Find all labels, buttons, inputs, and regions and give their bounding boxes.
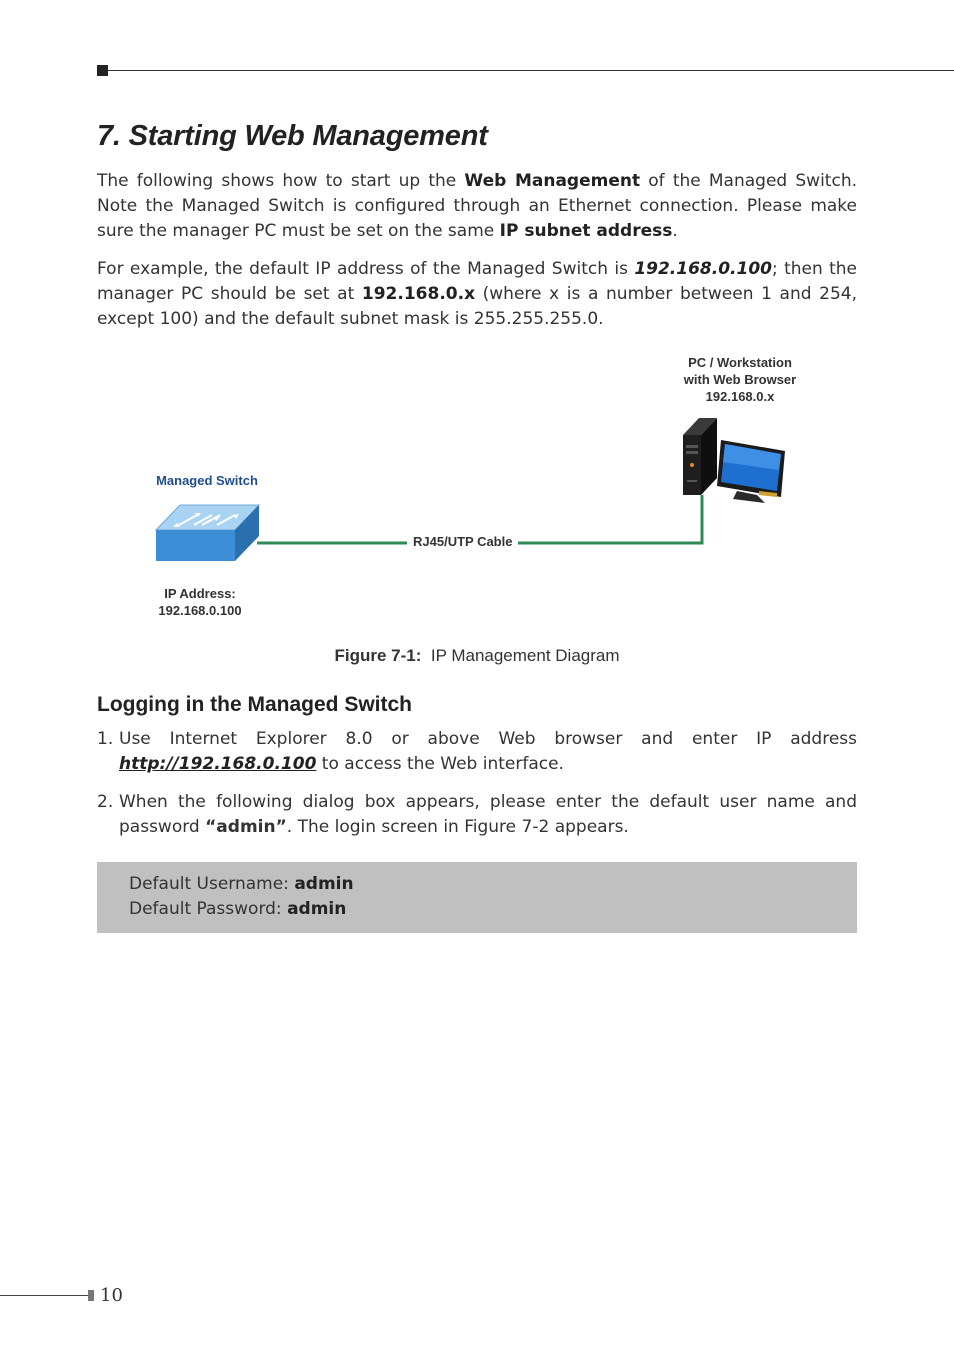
intro-paragraph	[97, 169, 857, 244]
username-value: admin	[294, 874, 354, 894]
login-heading: Logging in the Managed Switch	[97, 693, 412, 716]
switch-ip-label-line-2: 192.168.0.100	[158, 603, 242, 618]
default-credentials-box	[97, 862, 857, 933]
step-2-admin: “admin”	[205, 817, 287, 837]
step-1-text-2: to access the Web interface.	[316, 754, 564, 774]
intro-bold-ip-subnet: IP subnet address	[499, 221, 673, 241]
intro-text-3: .	[672, 221, 678, 241]
example-paragraph	[97, 257, 857, 332]
step-2-number: 2.	[97, 792, 114, 812]
example-text-1: For example, the default IP address of the Managed Switch is	[97, 259, 635, 279]
example-switch-ip: 192.168.0.100	[634, 259, 772, 279]
default-password	[129, 897, 346, 922]
default-username	[129, 872, 354, 897]
switch-url-link[interactable]: http://192.168.0.100	[119, 754, 317, 774]
step-2-text-2: . The login screen in Figure 7-2 appears.	[286, 817, 629, 837]
login-step-2	[97, 790, 857, 840]
intro-text-1: The following shows how to start up the	[97, 171, 465, 191]
switch-ip-label	[135, 585, 265, 619]
switch-icon	[156, 505, 259, 561]
password-label: Default Password:	[129, 899, 288, 919]
step-2-text-1: When the following dialog box appears, please enter the default user name and password	[119, 792, 857, 837]
login-step-1	[97, 727, 857, 777]
ip-management-diagram	[97, 345, 857, 635]
step-2-text	[119, 790, 857, 840]
step-1-text-1: Use Internet Explorer 8.0 or above Web browser and enter IP address	[119, 729, 857, 749]
section-title: 7. Starting Web Management	[97, 120, 488, 152]
footer-marker	[88, 1290, 94, 1301]
pc-label-line-2: with Web Browser	[683, 372, 797, 387]
example-text-3: (where x is a number between 1 and 254, except 100) and the default subnet mask is 255.255.255.0.	[97, 284, 858, 329]
username-label: Default Username:	[129, 874, 295, 894]
pc-label	[675, 354, 805, 405]
switch-ip-label-line-1: IP Address:	[164, 586, 236, 601]
pc-label-line-3: 192.168.0.x	[705, 389, 775, 404]
intro-bold-web-management: Web Management	[464, 171, 641, 191]
intro-text-2: of the Managed Switch. Note the Managed Switch is configured through an Ethernet connection. Please make sure the manager PC must be set on the same	[97, 171, 857, 241]
pc-tower-icon	[683, 418, 717, 495]
footer-rule	[0, 1295, 88, 1296]
header-marker	[97, 65, 108, 76]
step-1-text	[119, 727, 857, 777]
figure-caption-text: IP Management Diagram	[430, 646, 620, 665]
step-1-number: 1.	[97, 729, 114, 749]
figure-caption	[0, 646, 954, 666]
switch-label: Managed Switch	[156, 473, 258, 488]
pc-monitor-icon	[717, 440, 785, 503]
cable-label: RJ45/UTP Cable	[407, 533, 518, 550]
header-rule	[108, 70, 954, 71]
example-pc-ip: 192.168.0.x	[361, 284, 476, 304]
figure-caption-label: Figure 7-1:	[334, 646, 422, 665]
password-value: admin	[287, 899, 347, 919]
pc-label-line-1: PC / Workstation	[688, 355, 792, 370]
page-number: 10	[100, 1285, 123, 1306]
example-text-2: ; then the manager PC should be set at	[97, 259, 858, 304]
